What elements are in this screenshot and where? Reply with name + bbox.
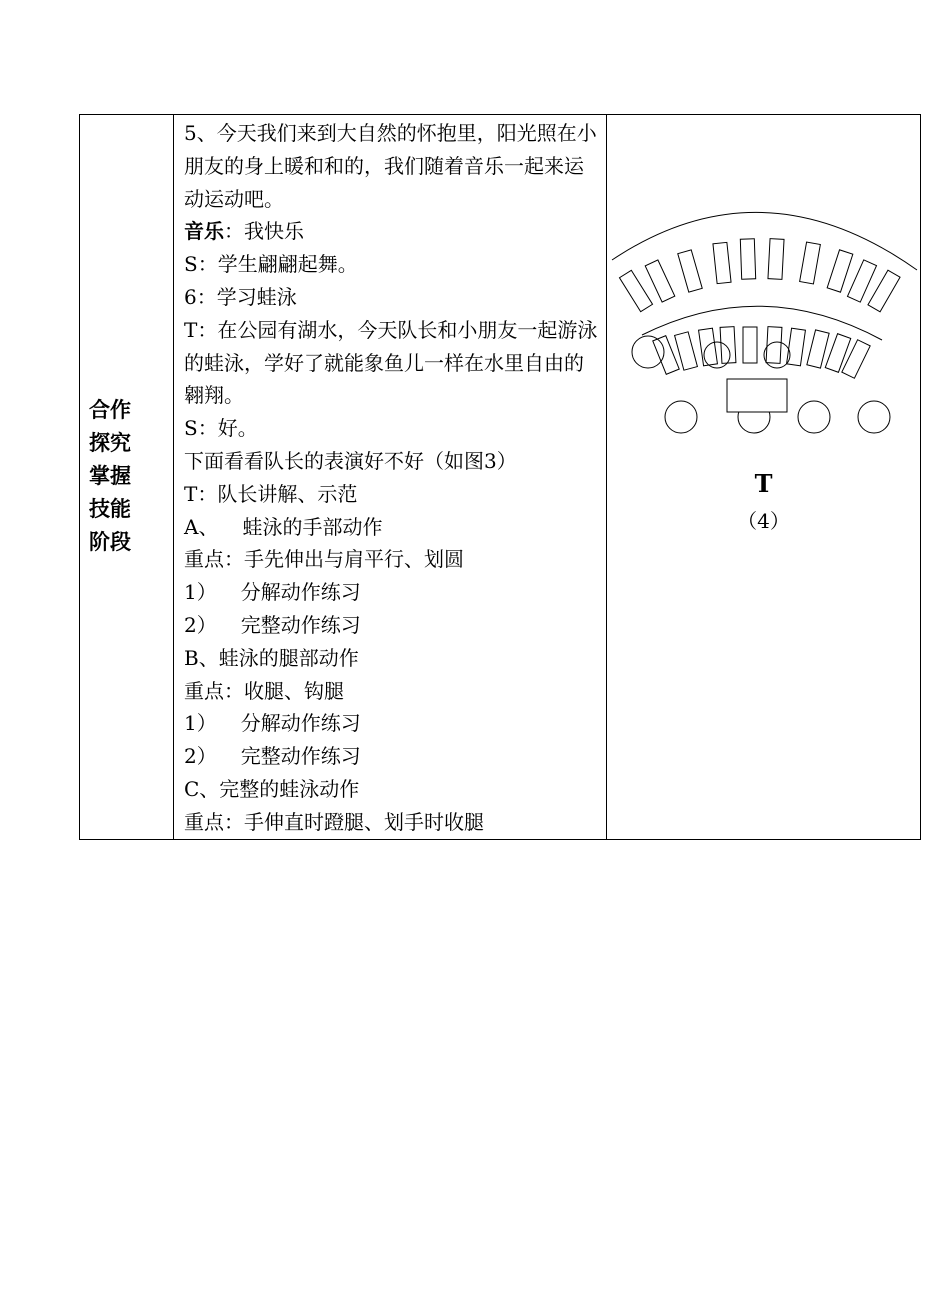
music-label: 音乐: [184, 219, 224, 244]
outer-row-mats: [619, 239, 900, 312]
content-line: [184, 740, 602, 773]
student-circle: [858, 401, 890, 433]
line-prefix: 2）: [184, 744, 217, 769]
mat: [740, 239, 755, 279]
stage-label: [80, 394, 173, 559]
mat: [678, 250, 702, 292]
stage-label-line: 技能: [89, 497, 131, 522]
center-mat: [727, 379, 787, 412]
music-title: ：我快乐: [224, 219, 304, 244]
mat: [699, 328, 718, 366]
line-text: 完整动作练习: [240, 744, 361, 769]
mat: [827, 250, 853, 292]
mat: [675, 332, 698, 370]
diagram-cell: [607, 115, 921, 840]
content-line: T：在公园有湖水，今天队长和小朋友一起游泳的蛙泳，学好了就能象鱼儿一样在水里自由的翱翔。: [184, 317, 598, 408]
teacher-label: T: [754, 469, 773, 498]
mat: [768, 239, 784, 280]
content-line: [184, 576, 602, 609]
student-circle: [798, 401, 830, 433]
mat: [868, 270, 900, 312]
line-text: 蛙泳的手部动作: [242, 514, 383, 539]
mat: [720, 327, 736, 364]
content-line: B、蛙泳的腿部动作: [184, 645, 359, 670]
content-line: S：学生翩翩起舞。: [184, 252, 358, 277]
line-text: 分解动作练习: [240, 711, 361, 736]
content-line: 重点：手先伸出与肩平行、划圆: [184, 547, 464, 572]
content-line: [184, 511, 602, 544]
content-line: C、完整的蛙泳动作: [184, 776, 360, 801]
line-prefix: 1）: [184, 711, 217, 736]
mat: [807, 330, 829, 368]
stage-cell: [80, 115, 174, 840]
lesson-content: [174, 115, 606, 839]
inner-row-mats: [653, 327, 870, 379]
content-line: 5、今天我们来到大自然的怀抱里，阳光照在小朋友的身上暖和和的，我们随着音乐一起来运动运动吧。: [184, 121, 597, 211]
mat: [619, 270, 652, 311]
content-line: [184, 609, 602, 642]
mat: [847, 260, 876, 302]
figure-number: （4）: [737, 509, 790, 533]
content-line: 重点：收腿、钩腿: [184, 678, 344, 703]
stage-label-line: 掌握: [89, 464, 131, 489]
content-line: 6：学习蛙泳: [184, 284, 297, 309]
stage-label-line: 探究: [89, 431, 131, 456]
line-prefix: 1）: [184, 580, 217, 605]
line-prefix: 2）: [184, 612, 217, 637]
mat: [743, 327, 757, 363]
line-prefix: A、: [184, 514, 219, 539]
content-cell: [174, 115, 607, 840]
mat: [653, 336, 679, 375]
content-line: S：好。: [184, 416, 258, 441]
table-row: [80, 115, 921, 840]
mat: [713, 242, 731, 283]
student-circle: [665, 401, 697, 433]
content-line: 重点：手伸直时蹬腿、划手时收腿: [184, 809, 484, 834]
stage-label-line: 阶段: [89, 530, 131, 555]
line-text: 完整动作练习: [240, 612, 361, 637]
content-line: [184, 215, 602, 248]
line-text: 分解动作练习: [240, 580, 361, 605]
lesson-plan-table: [79, 114, 921, 840]
content-line: [184, 707, 602, 740]
content-line: T：队长讲解、示范: [184, 481, 358, 506]
mat: [645, 260, 675, 302]
mat: [800, 242, 821, 284]
content-line: 下面看看队长的表演好不好（如图3）: [184, 448, 517, 473]
stage-label-line: 合作: [89, 398, 131, 423]
